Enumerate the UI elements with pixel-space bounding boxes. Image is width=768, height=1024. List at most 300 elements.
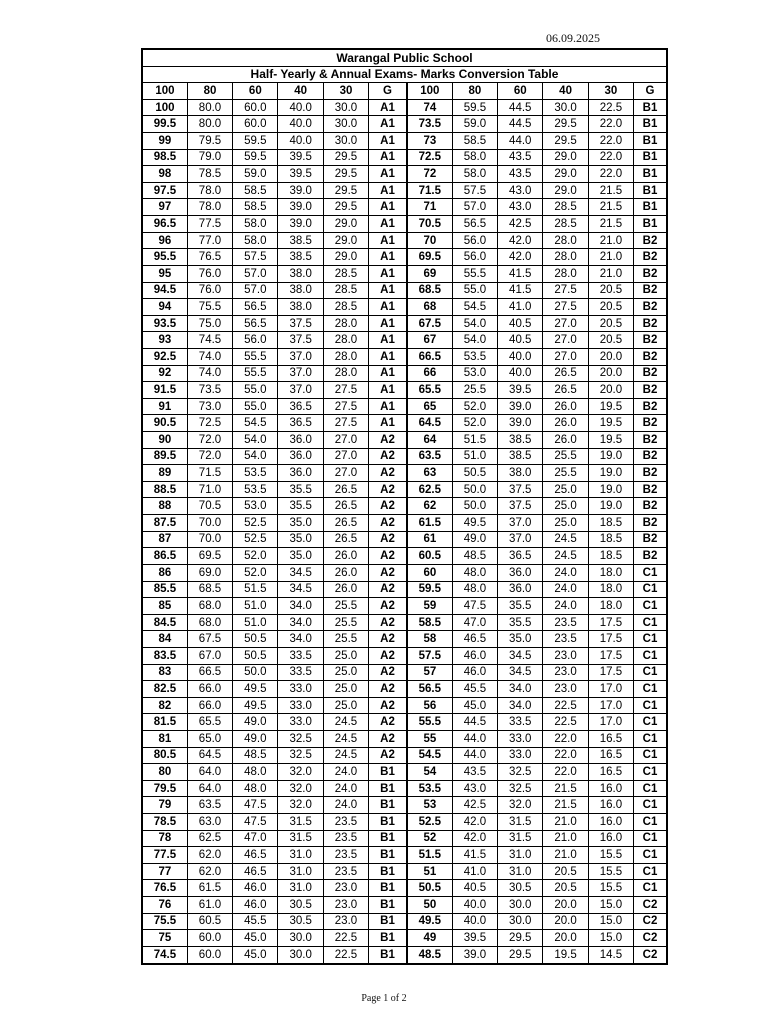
converted-mark-cell: 78.5 — [187, 166, 232, 183]
grade-cell: B1 — [369, 946, 407, 963]
score-cell: 51.5 — [407, 847, 452, 864]
converted-mark-cell: 32.5 — [498, 764, 543, 781]
converted-mark-cell: 16.5 — [588, 764, 633, 781]
converted-mark-cell: 32.0 — [278, 797, 323, 814]
converted-mark-cell: 57.5 — [452, 182, 497, 199]
converted-mark-cell: 29.0 — [543, 182, 588, 199]
column-header: 60 — [498, 83, 543, 100]
grade-cell: A1 — [369, 265, 407, 282]
score-cell: 73 — [407, 133, 452, 150]
converted-mark-cell: 71.5 — [187, 465, 232, 482]
converted-mark-cell: 76.5 — [187, 249, 232, 266]
converted-mark-cell: 20.5 — [588, 282, 633, 299]
grade-cell: B1 — [369, 764, 407, 781]
grade-cell: C1 — [634, 830, 667, 847]
converted-mark-cell: 27.0 — [543, 332, 588, 349]
table-row — [142, 232, 667, 249]
converted-mark-cell: 15.0 — [588, 930, 633, 947]
converted-mark-cell: 27.5 — [543, 282, 588, 299]
converted-mark-cell: 52.0 — [452, 398, 497, 415]
converted-mark-cell: 20.0 — [543, 897, 588, 914]
converted-mark-cell: 35.0 — [278, 531, 323, 548]
converted-mark-cell: 51.0 — [452, 448, 497, 465]
converted-mark-cell: 32.5 — [278, 730, 323, 747]
converted-mark-cell: 33.0 — [498, 747, 543, 764]
grade-cell: B2 — [634, 481, 667, 498]
converted-mark-cell: 27.5 — [323, 415, 368, 432]
grade-cell: B1 — [634, 182, 667, 199]
converted-mark-cell: 54.0 — [452, 315, 497, 332]
score-cell: 81 — [142, 730, 187, 747]
converted-mark-cell: 50.5 — [233, 647, 278, 664]
school-title: Warangal Public School — [142, 49, 667, 66]
converted-mark-cell: 35.0 — [278, 515, 323, 532]
converted-mark-cell: 55.5 — [233, 365, 278, 382]
score-cell: 69.5 — [407, 249, 452, 266]
score-cell: 49.5 — [407, 913, 452, 930]
score-cell: 50 — [407, 897, 452, 914]
converted-mark-cell: 20.0 — [588, 382, 633, 399]
converted-mark-cell: 47.5 — [233, 814, 278, 831]
converted-mark-cell: 22.5 — [323, 930, 368, 947]
converted-mark-cell: 42.0 — [498, 249, 543, 266]
converted-mark-cell: 56.0 — [452, 249, 497, 266]
grade-cell: B2 — [634, 531, 667, 548]
converted-mark-cell: 72.5 — [187, 415, 232, 432]
converted-mark-cell: 31.0 — [278, 863, 323, 880]
score-cell: 74 — [407, 99, 452, 116]
score-cell: 91.5 — [142, 382, 187, 399]
converted-mark-cell: 79.0 — [187, 149, 232, 166]
converted-mark-cell: 36.0 — [498, 564, 543, 581]
converted-mark-cell: 19.0 — [588, 481, 633, 498]
converted-mark-cell: 78.0 — [187, 199, 232, 216]
converted-mark-cell: 39.5 — [278, 166, 323, 183]
score-cell: 99 — [142, 133, 187, 150]
converted-mark-cell: 50.0 — [233, 664, 278, 681]
score-cell: 57.5 — [407, 647, 452, 664]
converted-mark-cell: 26.5 — [323, 515, 368, 532]
grade-cell: A1 — [369, 199, 407, 216]
grade-cell: A1 — [369, 282, 407, 299]
grade-cell: C2 — [634, 946, 667, 963]
converted-mark-cell: 25.5 — [543, 448, 588, 465]
converted-mark-cell: 23.5 — [543, 631, 588, 648]
converted-mark-cell: 26.0 — [323, 581, 368, 598]
converted-mark-cell: 58.0 — [233, 216, 278, 233]
score-cell: 72.5 — [407, 149, 452, 166]
converted-mark-cell: 28.5 — [323, 282, 368, 299]
table-row — [142, 814, 667, 831]
converted-mark-cell: 24.5 — [323, 714, 368, 731]
converted-mark-cell: 63.5 — [187, 797, 232, 814]
score-cell: 79 — [142, 797, 187, 814]
converted-mark-cell: 60.0 — [187, 930, 232, 947]
converted-mark-cell: 21.5 — [588, 216, 633, 233]
converted-mark-cell: 44.5 — [498, 99, 543, 116]
converted-mark-cell: 31.0 — [498, 863, 543, 880]
converted-mark-cell: 19.5 — [588, 432, 633, 449]
converted-mark-cell: 23.0 — [543, 664, 588, 681]
score-cell: 59.5 — [407, 581, 452, 598]
converted-mark-cell: 25.0 — [543, 498, 588, 515]
grade-cell: B1 — [369, 897, 407, 914]
score-cell: 92.5 — [142, 348, 187, 365]
converted-mark-cell: 60.0 — [233, 99, 278, 116]
score-cell: 75.5 — [142, 913, 187, 930]
score-cell: 52.5 — [407, 814, 452, 831]
converted-mark-cell: 37.5 — [278, 332, 323, 349]
grade-cell: B2 — [634, 465, 667, 482]
converted-mark-cell: 43.5 — [498, 149, 543, 166]
converted-mark-cell: 34.0 — [278, 631, 323, 648]
converted-mark-cell: 20.0 — [543, 930, 588, 947]
converted-mark-cell: 69.5 — [187, 548, 232, 565]
converted-mark-cell: 56.0 — [233, 332, 278, 349]
grade-cell: A2 — [369, 747, 407, 764]
table-row — [142, 913, 667, 930]
converted-mark-cell: 49.0 — [233, 730, 278, 747]
converted-mark-cell: 31.0 — [278, 880, 323, 897]
converted-mark-cell: 37.0 — [278, 382, 323, 399]
score-cell: 96 — [142, 232, 187, 249]
grade-cell: A2 — [369, 548, 407, 565]
converted-mark-cell: 15.0 — [588, 913, 633, 930]
converted-mark-cell: 78.0 — [187, 182, 232, 199]
converted-mark-cell: 30.5 — [498, 880, 543, 897]
converted-mark-cell: 76.0 — [187, 265, 232, 282]
score-cell: 85 — [142, 598, 187, 615]
converted-mark-cell: 31.5 — [278, 830, 323, 847]
table-row — [142, 116, 667, 133]
converted-mark-cell: 25.5 — [543, 465, 588, 482]
converted-mark-cell: 55.0 — [452, 282, 497, 299]
converted-mark-cell: 22.0 — [588, 133, 633, 150]
table-row — [142, 697, 667, 714]
converted-mark-cell: 43.5 — [452, 764, 497, 781]
converted-mark-cell: 21.5 — [543, 797, 588, 814]
converted-mark-cell: 62.0 — [187, 847, 232, 864]
converted-mark-cell: 30.0 — [278, 930, 323, 947]
converted-mark-cell: 46.5 — [233, 863, 278, 880]
table-row — [142, 780, 667, 797]
converted-mark-cell: 62.0 — [187, 863, 232, 880]
converted-mark-cell: 53.0 — [233, 498, 278, 515]
converted-mark-cell: 38.5 — [498, 448, 543, 465]
converted-mark-cell: 19.5 — [588, 415, 633, 432]
converted-mark-cell: 33.0 — [278, 714, 323, 731]
converted-mark-cell: 35.0 — [278, 548, 323, 565]
converted-mark-cell: 45.5 — [452, 681, 497, 698]
grade-cell: A1 — [369, 365, 407, 382]
score-cell: 58.5 — [407, 614, 452, 631]
table-row — [142, 830, 667, 847]
converted-mark-cell: 26.5 — [323, 498, 368, 515]
converted-mark-cell: 39.0 — [278, 216, 323, 233]
converted-mark-cell: 68.5 — [187, 581, 232, 598]
column-header: 100 — [142, 83, 187, 100]
converted-mark-cell: 60.5 — [187, 913, 232, 930]
converted-mark-cell: 21.0 — [543, 847, 588, 864]
converted-mark-cell: 27.0 — [543, 315, 588, 332]
converted-mark-cell: 17.0 — [588, 714, 633, 731]
grade-cell: C1 — [634, 847, 667, 864]
grade-cell: B2 — [634, 299, 667, 316]
converted-mark-cell: 42.5 — [452, 797, 497, 814]
converted-mark-cell: 50.0 — [452, 498, 497, 515]
converted-mark-cell: 73.5 — [187, 382, 232, 399]
grade-cell: C1 — [634, 780, 667, 797]
score-cell: 56 — [407, 697, 452, 714]
table-row — [142, 730, 667, 747]
converted-mark-cell: 26.0 — [323, 564, 368, 581]
grade-cell: A1 — [369, 332, 407, 349]
converted-mark-cell: 25.5 — [452, 382, 497, 399]
converted-mark-cell: 21.0 — [543, 814, 588, 831]
converted-mark-cell: 53.5 — [452, 348, 497, 365]
score-cell: 67 — [407, 332, 452, 349]
converted-mark-cell: 35.5 — [278, 481, 323, 498]
converted-mark-cell: 40.0 — [498, 348, 543, 365]
grade-cell: C1 — [634, 863, 667, 880]
converted-mark-cell: 23.0 — [323, 897, 368, 914]
converted-mark-cell: 28.0 — [543, 249, 588, 266]
converted-mark-cell: 23.0 — [543, 647, 588, 664]
table-row — [142, 332, 667, 349]
converted-mark-cell: 58.0 — [452, 149, 497, 166]
table-row — [142, 747, 667, 764]
converted-mark-cell: 28.0 — [323, 365, 368, 382]
table-row — [142, 199, 667, 216]
table-row — [142, 664, 667, 681]
converted-mark-cell: 40.0 — [452, 897, 497, 914]
table-row — [142, 598, 667, 615]
table-row — [142, 382, 667, 399]
converted-mark-cell: 16.0 — [588, 830, 633, 847]
table-row — [142, 348, 667, 365]
score-cell: 74.5 — [142, 946, 187, 963]
converted-mark-cell: 21.0 — [588, 265, 633, 282]
converted-mark-cell: 52.0 — [233, 564, 278, 581]
grade-cell: B2 — [634, 282, 667, 299]
grade-cell: B1 — [369, 880, 407, 897]
converted-mark-cell: 20.5 — [588, 315, 633, 332]
grade-cell: B2 — [634, 249, 667, 266]
converted-mark-cell: 28.5 — [543, 199, 588, 216]
score-cell: 97 — [142, 199, 187, 216]
grade-cell: A1 — [369, 382, 407, 399]
column-header: 80 — [452, 83, 497, 100]
score-cell: 77.5 — [142, 847, 187, 864]
converted-mark-cell: 33.0 — [498, 730, 543, 747]
grade-cell: B1 — [634, 99, 667, 116]
grade-cell: C2 — [634, 913, 667, 930]
converted-mark-cell: 19.0 — [588, 448, 633, 465]
converted-mark-cell: 41.5 — [498, 265, 543, 282]
score-cell: 99.5 — [142, 116, 187, 133]
table-row — [142, 481, 667, 498]
converted-mark-cell: 38.5 — [498, 432, 543, 449]
converted-mark-cell: 38.0 — [278, 282, 323, 299]
converted-mark-cell: 30.0 — [323, 133, 368, 150]
converted-mark-cell: 60.0 — [187, 946, 232, 963]
converted-mark-cell: 27.0 — [323, 448, 368, 465]
score-cell: 85.5 — [142, 581, 187, 598]
grade-cell: A2 — [369, 697, 407, 714]
grade-cell: B1 — [369, 930, 407, 947]
converted-mark-cell: 36.0 — [278, 465, 323, 482]
converted-mark-cell: 39.0 — [278, 199, 323, 216]
table-row — [142, 647, 667, 664]
converted-mark-cell: 16.5 — [588, 747, 633, 764]
score-cell: 61 — [407, 531, 452, 548]
converted-mark-cell: 27.5 — [543, 299, 588, 316]
table-row — [142, 714, 667, 731]
converted-mark-cell: 48.0 — [452, 581, 497, 598]
converted-mark-cell: 37.5 — [498, 481, 543, 498]
converted-mark-cell: 66.0 — [187, 697, 232, 714]
grade-cell: A2 — [369, 681, 407, 698]
converted-mark-cell: 74.0 — [187, 365, 232, 382]
converted-mark-cell: 75.5 — [187, 299, 232, 316]
converted-mark-cell: 59.5 — [233, 149, 278, 166]
converted-mark-cell: 45.5 — [233, 913, 278, 930]
converted-mark-cell: 36.5 — [278, 398, 323, 415]
table-row — [142, 149, 667, 166]
grade-cell: B2 — [634, 448, 667, 465]
converted-mark-cell: 32.0 — [498, 797, 543, 814]
grade-cell: B1 — [634, 133, 667, 150]
score-cell: 63 — [407, 465, 452, 482]
page-number: Page 1 of 2 — [361, 993, 407, 1004]
converted-mark-cell: 28.5 — [543, 216, 588, 233]
grade-cell: B1 — [369, 780, 407, 797]
grade-cell: B2 — [634, 332, 667, 349]
converted-mark-cell: 17.5 — [588, 614, 633, 631]
converted-mark-cell: 53.5 — [233, 465, 278, 482]
grade-cell: C1 — [634, 631, 667, 648]
converted-mark-cell: 23.5 — [323, 847, 368, 864]
converted-mark-cell: 25.0 — [323, 664, 368, 681]
score-cell: 65 — [407, 398, 452, 415]
converted-mark-cell: 71.0 — [187, 481, 232, 498]
grade-cell: B1 — [634, 166, 667, 183]
score-cell: 68.5 — [407, 282, 452, 299]
score-cell: 53.5 — [407, 780, 452, 797]
converted-mark-cell: 70.0 — [187, 531, 232, 548]
table-row — [142, 946, 667, 963]
grade-cell: B1 — [634, 199, 667, 216]
score-cell: 93 — [142, 332, 187, 349]
converted-mark-cell: 53.0 — [452, 365, 497, 382]
grade-cell: A1 — [369, 348, 407, 365]
converted-mark-cell: 18.0 — [588, 564, 633, 581]
table-row — [142, 880, 667, 897]
converted-mark-cell: 32.0 — [278, 780, 323, 797]
converted-mark-cell: 32.0 — [278, 764, 323, 781]
grade-cell: C2 — [634, 897, 667, 914]
converted-mark-cell: 54.5 — [452, 299, 497, 316]
converted-mark-cell: 26.0 — [543, 432, 588, 449]
converted-mark-cell: 32.5 — [278, 747, 323, 764]
converted-mark-cell: 30.0 — [543, 99, 588, 116]
converted-mark-cell: 36.5 — [498, 548, 543, 565]
converted-mark-cell: 48.5 — [452, 548, 497, 565]
column-header: G — [369, 83, 407, 100]
converted-mark-cell: 70.0 — [187, 515, 232, 532]
table-row — [142, 581, 667, 598]
table-row — [142, 847, 667, 864]
grade-cell: A1 — [369, 299, 407, 316]
grade-cell: C1 — [634, 730, 667, 747]
grade-cell: A1 — [369, 249, 407, 266]
score-cell: 89.5 — [142, 448, 187, 465]
converted-mark-cell: 38.0 — [498, 465, 543, 482]
converted-mark-cell: 16.5 — [588, 730, 633, 747]
converted-mark-cell: 47.0 — [233, 830, 278, 847]
grade-cell: A2 — [369, 730, 407, 747]
converted-mark-cell: 34.0 — [278, 614, 323, 631]
converted-mark-cell: 27.0 — [323, 432, 368, 449]
converted-mark-cell: 17.0 — [588, 681, 633, 698]
converted-mark-cell: 29.0 — [323, 232, 368, 249]
score-cell: 75 — [142, 930, 187, 947]
converted-mark-cell: 24.5 — [323, 747, 368, 764]
score-cell: 69 — [407, 265, 452, 282]
converted-mark-cell: 54.5 — [233, 415, 278, 432]
score-cell: 55 — [407, 730, 452, 747]
grade-cell: B1 — [369, 797, 407, 814]
converted-mark-cell: 29.5 — [498, 930, 543, 947]
converted-mark-cell: 49.5 — [452, 515, 497, 532]
converted-mark-cell: 37.0 — [498, 515, 543, 532]
score-cell: 61.5 — [407, 515, 452, 532]
converted-mark-cell: 29.5 — [323, 199, 368, 216]
converted-mark-cell: 65.0 — [187, 730, 232, 747]
score-cell: 94 — [142, 299, 187, 316]
converted-mark-cell: 29.5 — [543, 116, 588, 133]
grade-cell: A2 — [369, 564, 407, 581]
converted-mark-cell: 36.0 — [278, 432, 323, 449]
converted-mark-cell: 80.0 — [187, 99, 232, 116]
column-header: 30 — [323, 83, 368, 100]
column-header: 40 — [543, 83, 588, 100]
score-cell: 93.5 — [142, 315, 187, 332]
converted-mark-cell: 23.5 — [323, 863, 368, 880]
converted-mark-cell: 23.5 — [543, 614, 588, 631]
converted-mark-cell: 27.5 — [323, 382, 368, 399]
grade-cell: A2 — [369, 714, 407, 731]
converted-mark-cell: 22.5 — [323, 946, 368, 963]
converted-mark-cell: 26.5 — [543, 382, 588, 399]
converted-mark-cell: 20.0 — [588, 365, 633, 382]
converted-mark-cell: 23.0 — [323, 913, 368, 930]
converted-mark-cell: 37.5 — [498, 498, 543, 515]
table-row — [142, 498, 667, 515]
converted-mark-cell: 45.0 — [233, 930, 278, 947]
grade-cell: A2 — [369, 664, 407, 681]
column-header: 60 — [233, 83, 278, 100]
converted-mark-cell: 57.5 — [233, 249, 278, 266]
converted-mark-cell: 21.0 — [543, 830, 588, 847]
converted-mark-cell: 21.0 — [588, 249, 633, 266]
converted-mark-cell: 39.0 — [278, 182, 323, 199]
converted-mark-cell: 49.0 — [452, 531, 497, 548]
converted-mark-cell: 26.0 — [543, 398, 588, 415]
score-cell: 51 — [407, 863, 452, 880]
converted-mark-cell: 35.5 — [278, 498, 323, 515]
grade-cell: C1 — [634, 647, 667, 664]
